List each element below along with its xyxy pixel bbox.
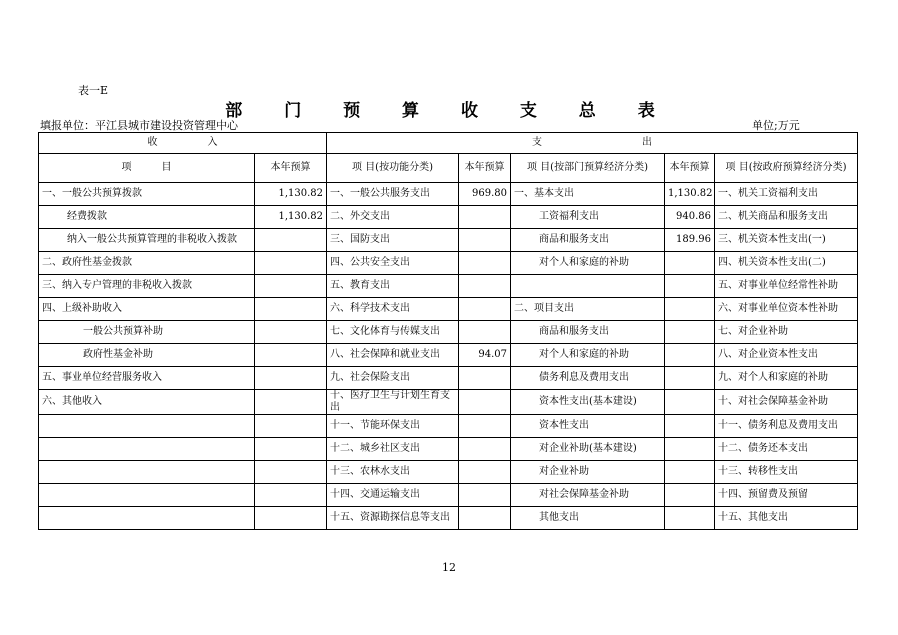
cell-dept-item: 商品和服务支出 <box>511 321 665 344</box>
cell-dept-budget <box>665 321 715 344</box>
cell-income-budget <box>255 507 327 530</box>
cell-dept-budget <box>665 344 715 367</box>
cell-dept-budget <box>665 298 715 321</box>
cell-dept-item: 债务利息及费用支出 <box>511 367 665 390</box>
col-header-dept-budget: 本年预算 <box>665 154 715 183</box>
cell-dept-item: 对个人和家庭的补助 <box>511 252 665 275</box>
cell-func-budget: 969.80 <box>459 183 511 206</box>
cell-income-item: 一般公共预算补助 <box>39 321 255 344</box>
cell-gov-item: 一、机关工资福利支出 <box>715 183 858 206</box>
cell-func-budget <box>459 438 511 461</box>
cell-dept-item: 二、项目支出 <box>511 298 665 321</box>
cell-dept-budget: 940.86 <box>665 206 715 229</box>
cell-dept-item: 其他支出 <box>511 507 665 530</box>
col-header-income-item: 项 目 <box>39 154 255 183</box>
cell-dept-item: 对企业补助 <box>511 461 665 484</box>
page-number: 12 <box>442 561 456 574</box>
cell-func-item: 五、教育支出 <box>327 275 459 298</box>
cell-income-budget <box>255 298 327 321</box>
col-header-gov-item: 项 目(按政府预算经济分类) <box>715 154 858 183</box>
cell-gov-item: 九、对个人和家庭的补助 <box>715 367 858 390</box>
table-row <box>39 507 858 530</box>
cell-income-budget <box>255 390 327 415</box>
cell-dept-item: 对个人和家庭的补助 <box>511 344 665 367</box>
cell-income-budget <box>255 367 327 390</box>
cell-func-budget <box>459 390 511 415</box>
cell-income-item <box>39 507 255 530</box>
budget-summary-table <box>38 132 858 530</box>
cell-func-budget <box>459 229 511 252</box>
table-row <box>39 321 858 344</box>
expense-section-header: 支 出 <box>327 133 858 154</box>
cell-gov-item: 十、对社会保障基金补助 <box>715 390 858 415</box>
cell-dept-item: 对企业补助(基本建设) <box>511 438 665 461</box>
cell-func-item: 一、一般公共服务支出 <box>327 183 459 206</box>
cell-income-item: 一、一般公共预算拨款 <box>39 183 255 206</box>
cell-gov-item: 十三、转移性支出 <box>715 461 858 484</box>
cell-income-item: 六、其他收入 <box>39 390 255 415</box>
cell-func-budget <box>459 484 511 507</box>
cell-dept-budget <box>665 415 715 438</box>
cell-dept-budget <box>665 275 715 298</box>
cell-func-budget <box>459 275 511 298</box>
cell-gov-item: 四、机关资本性支出(二) <box>715 252 858 275</box>
cell-income-item <box>39 461 255 484</box>
cell-gov-item: 五、对事业单位经常性补助 <box>715 275 858 298</box>
cell-income-item: 纳入一般公共预算管理的非税收入拨款 <box>39 229 255 252</box>
cell-dept-item: 对社会保障基金补助 <box>511 484 665 507</box>
cell-func-budget <box>459 415 511 438</box>
cell-dept-budget <box>665 484 715 507</box>
cell-gov-item: 十四、预留费及预留 <box>715 484 858 507</box>
table-row <box>39 415 858 438</box>
table-row <box>39 275 858 298</box>
cell-gov-item: 七、对企业补助 <box>715 321 858 344</box>
cell-income-budget <box>255 229 327 252</box>
table-row <box>39 252 858 275</box>
cell-dept-item: 资本性支出(基本建设) <box>511 390 665 415</box>
cell-income-item <box>39 484 255 507</box>
cell-func-budget <box>459 367 511 390</box>
cell-func-budget <box>459 461 511 484</box>
cell-income-item: 经费拨款 <box>39 206 255 229</box>
cell-func-item: 四、公共安全支出 <box>327 252 459 275</box>
table-row <box>39 183 858 206</box>
cell-income-budget <box>255 275 327 298</box>
table-code: 表一E <box>78 84 109 97</box>
cell-func-item: 十二、城乡社区支出 <box>327 438 459 461</box>
cell-dept-budget <box>665 438 715 461</box>
cell-func-budget <box>459 321 511 344</box>
cell-dept-item: 工资福利支出 <box>511 206 665 229</box>
col-header-income-budget: 本年预算 <box>255 154 327 183</box>
cell-gov-item: 三、机关资本性支出(一) <box>715 229 858 252</box>
cell-func-item: 十一、节能环保支出 <box>327 415 459 438</box>
cell-func-budget <box>459 507 511 530</box>
cell-func-budget <box>459 206 511 229</box>
cell-func-budget <box>459 298 511 321</box>
cell-income-budget <box>255 438 327 461</box>
table-row <box>39 461 858 484</box>
cell-income-budget <box>255 415 327 438</box>
table-row <box>39 344 858 367</box>
cell-dept-budget: 189.96 <box>665 229 715 252</box>
cell-income-item: 三、纳入专户管理的非税收入拨款 <box>39 275 255 298</box>
cell-income-budget: 1,130.82 <box>255 183 327 206</box>
cell-dept-budget <box>665 390 715 415</box>
cell-income-item <box>39 415 255 438</box>
cell-gov-item: 十二、债务还本支出 <box>715 438 858 461</box>
cell-dept-item: 一、基本支出 <box>511 183 665 206</box>
reporting-unit: 填报单位：平江县城市建设投资管理中心 <box>40 119 238 132</box>
cell-gov-item: 六、对事业单位资本性补助 <box>715 298 858 321</box>
cell-income-item: 二、政府性基金拨款 <box>39 252 255 275</box>
cell-func-item: 十、医疗卫生与计划生育支出 <box>327 390 459 415</box>
cell-gov-item: 十五、其他支出 <box>715 507 858 530</box>
cell-income-budget <box>255 484 327 507</box>
cell-dept-budget <box>665 507 715 530</box>
cell-dept-item <box>511 275 665 298</box>
cell-income-item: 四、上级补助收入 <box>39 298 255 321</box>
table-row <box>39 229 858 252</box>
cell-income-budget: 1,130.82 <box>255 206 327 229</box>
cell-func-item: 十三、农林水支出 <box>327 461 459 484</box>
cell-func-budget <box>459 252 511 275</box>
table-row <box>39 206 858 229</box>
table-row <box>39 438 858 461</box>
cell-gov-item: 十一、债务利息及费用支出 <box>715 415 858 438</box>
cell-income-budget <box>255 321 327 344</box>
col-header-func-item: 项 目(按功能分类) <box>327 154 459 183</box>
table-row <box>39 298 858 321</box>
table-row <box>39 367 858 390</box>
cell-func-item: 八、社会保障和就业支出 <box>327 344 459 367</box>
page-title: 部 门 预 算 收 支 总 表 <box>225 101 673 121</box>
cell-func-item: 十五、资源勘探信息等支出 <box>327 507 459 530</box>
col-header-dept-item: 项 目(按部门预算经济分类) <box>511 154 665 183</box>
income-section-header: 收 入 <box>39 133 327 154</box>
cell-func-item: 三、国防支出 <box>327 229 459 252</box>
table-row <box>39 484 858 507</box>
cell-dept-budget: 1,130.82 <box>665 183 715 206</box>
cell-income-budget <box>255 252 327 275</box>
cell-func-item: 九、社会保险支出 <box>327 367 459 390</box>
cell-gov-item: 二、机关商品和服务支出 <box>715 206 858 229</box>
table-row <box>39 390 858 415</box>
cell-income-item: 五、事业单位经营服务收入 <box>39 367 255 390</box>
cell-income-item <box>39 438 255 461</box>
cell-dept-budget <box>665 461 715 484</box>
cell-dept-item: 资本性支出 <box>511 415 665 438</box>
cell-func-item: 二、外交支出 <box>327 206 459 229</box>
currency-unit: 单位;万元 <box>752 119 800 132</box>
cell-func-budget: 94.07 <box>459 344 511 367</box>
cell-gov-item: 八、对企业资本性支出 <box>715 344 858 367</box>
cell-income-item: 政府性基金补助 <box>39 344 255 367</box>
cell-income-budget <box>255 461 327 484</box>
cell-dept-item: 商品和服务支出 <box>511 229 665 252</box>
cell-dept-budget <box>665 367 715 390</box>
cell-income-budget <box>255 344 327 367</box>
col-header-func-budget: 本年预算 <box>459 154 511 183</box>
cell-func-item: 十四、交通运输支出 <box>327 484 459 507</box>
cell-func-item: 六、科学技术支出 <box>327 298 459 321</box>
cell-func-item: 七、文化体育与传媒支出 <box>327 321 459 344</box>
cell-dept-budget <box>665 252 715 275</box>
